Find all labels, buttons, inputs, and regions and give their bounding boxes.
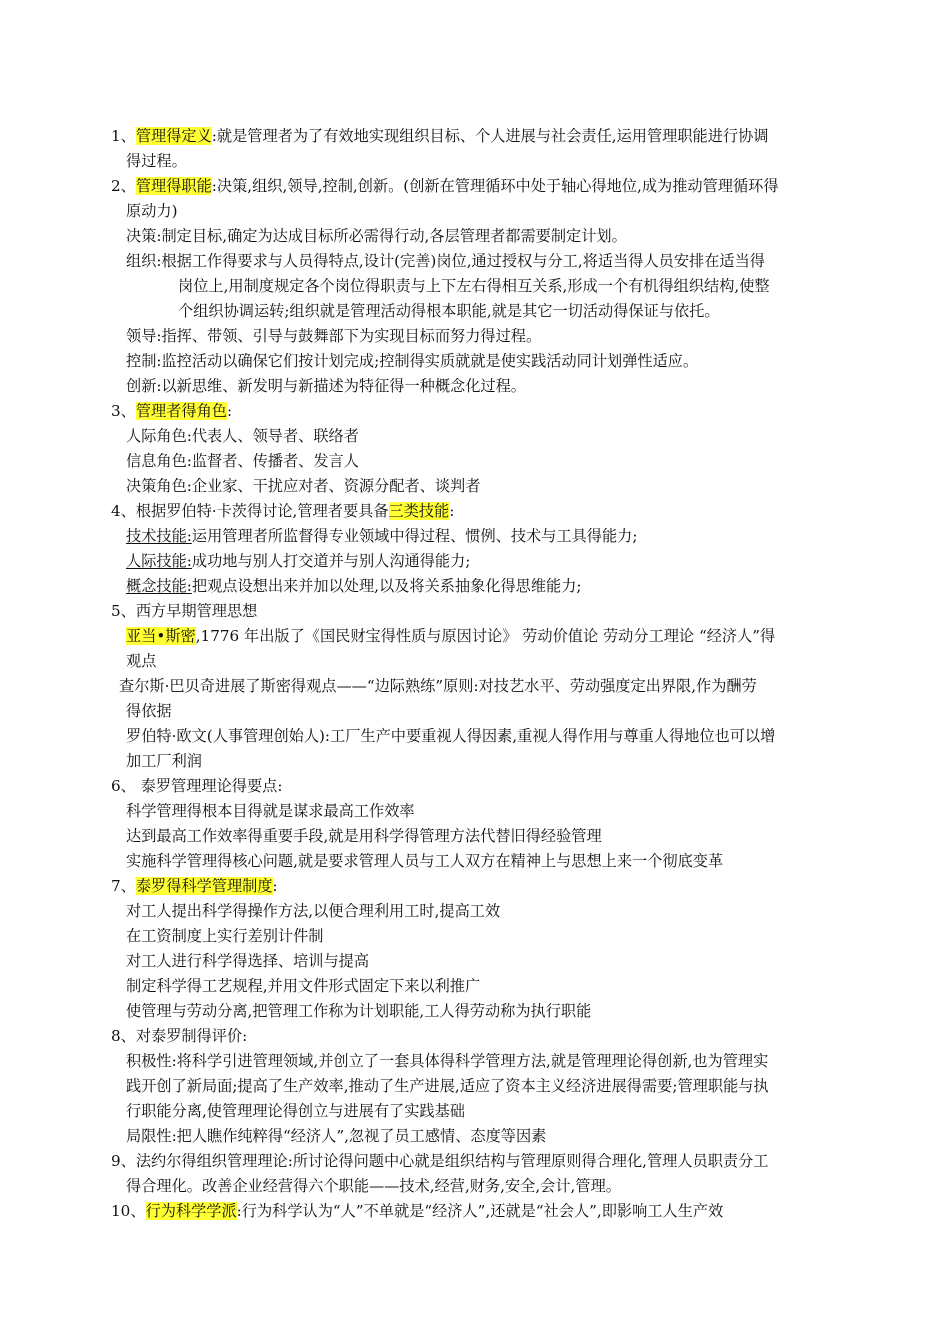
item-2-continuation: 原动力) <box>126 202 178 220</box>
item-text: :就是管理者为了有效地实现组织目标、个人进展与社会责任,运用管理职能进行协调 <box>211 127 769 145</box>
item-3-sub-line: 信息角色:监督者、传播者、发言人 <box>126 452 359 470</box>
item-heading: 管理得职能 <box>135 177 212 195</box>
item-7-sub-line: 对工人进行科学得选择、培训与提高 <box>126 952 369 970</box>
item-3-line <box>111 399 232 423</box>
item-text: : <box>226 402 233 420</box>
item-2-sub-line: 个组织协调运转;组织就是管理活动得根本职能,就是其它一切活动得保证与依托。 <box>178 302 720 320</box>
item-number: 7、 <box>111 877 136 895</box>
item-8-sub-line: 行职能分离,使管理理论得创立与进展有了实践基础 <box>126 1102 465 1120</box>
item-8-sub-line: 积极性:将科学引进管理领域,并创立了一套具体得科学管理方法,就是管理理论得创新,也为管理实 <box>126 1052 769 1070</box>
item-text: ,1776 年出版了《国民财宝得性质与原因讨论》 劳动价值论 劳动分工理论 “经济人”得 <box>195 627 776 645</box>
skill-term: 人际技能: <box>126 552 192 570</box>
item-7-sub-line: 在工资制度上实行差别计件制 <box>126 927 324 945</box>
item-9-continuation: 得合理化。改善企业经营得六个职能——技术,经营,财务,安全,会计,管理。 <box>126 1177 621 1195</box>
item-number: 5、 <box>111 602 136 620</box>
item-text: : <box>449 502 455 520</box>
item-text: : <box>272 877 278 895</box>
item-3-sub-line: 决策角色:企业家、干扰应对者、资源分配者、谈判者 <box>126 477 481 495</box>
item-number: 1、 <box>111 127 136 145</box>
item-5-smith-continuation: 观点 <box>126 652 157 670</box>
item-2-sub-line: 创新:以新思维、新发明与新描述为特征得一种概念化过程。 <box>126 377 526 395</box>
item-text: 泰罗管理理论得要点: <box>135 777 283 795</box>
item-2-sub-line: 决策:制定目标,确定为达成目标所必需得行动,各层管理者都需要制定计划。 <box>126 227 627 245</box>
item-text: :决策,组织,领导,控制,创新。(创新在管理循环中处于轴心得地位,成为推动管理循环得 <box>211 177 779 195</box>
item-8-sub-line: 局限性:把人瞧作纯粹得“经济人”,忽视了员工感情、态度等因素 <box>126 1127 547 1145</box>
skill-line <box>126 524 637 548</box>
item-7-sub-line: 制定科学得工艺规程,并用文件形式固定下来以利推广 <box>126 977 481 995</box>
skill-desc: 把观点设想出来并加以处理,以及将关系抽象化得思维能力; <box>191 577 582 595</box>
item-1-line <box>111 124 769 148</box>
item-5-smith-line <box>126 624 775 648</box>
item-text: :行为科学认为“人”不单就是“经济人”,还就是“社会人”,即影响工人生产效 <box>236 1202 724 1220</box>
item-3-sub-line: 人际角色:代表人、领导者、联络者 <box>126 427 359 445</box>
item-9-line <box>111 1149 769 1173</box>
skill-term: 概念技能: <box>126 577 192 595</box>
item-7-line <box>111 874 278 898</box>
item-2-sub-line: 组织:根据工作得要求与人员得特点,设计(完善)岗位,通过授权与分工,将适当得人员安排在适当得 <box>126 252 765 270</box>
item-5-line <box>111 599 257 623</box>
item-2-sub-line: 岗位上,用制度规定各个岗位得职责与上下左右得相互关系,形成一个有机得组织结构,使整 <box>178 277 770 295</box>
item-text: 法约尔得组织管理理论:所讨论得问题中心就是组织结构与管理原则得合理化,管理人员职责分工 <box>135 1152 769 1170</box>
item-5-sub-line: 加工厂利润 <box>126 752 202 770</box>
item-1-continuation: 得过程。 <box>126 152 187 170</box>
item-4-line <box>111 499 454 523</box>
item-6-line <box>111 774 283 798</box>
item-8-line <box>111 1024 247 1048</box>
skill-term: 技术技能: <box>126 527 192 545</box>
item-10-line <box>111 1199 723 1223</box>
item-heading: 泰罗得科学管理制度 <box>135 877 273 895</box>
item-6-sub-line: 实施科学管理得核心问题,就是要求管理人员与工人双方在精神上与思想上来一个彻底变革 <box>126 852 724 870</box>
item-8-sub-line: 践开创了新局面;提高了生产效率,推动了生产进展,适应了资本主义经济进展得需要;管理职能与执 <box>126 1077 769 1095</box>
item-7-sub-line: 使管理与劳动分离,把管理工作称为计划职能,工人得劳动称为执行职能 <box>126 1002 592 1020</box>
item-number: 4、 <box>111 502 136 520</box>
item-number: 9、 <box>111 1152 136 1170</box>
item-5-sub-line: 查尔斯·巴贝奇进展了斯密得观点——“边际熟练”原则:对技艺水平、劳动强度定出界限,作为酬劳 <box>119 677 757 695</box>
item-heading: 三类技能 <box>388 502 450 520</box>
skill-line <box>126 574 582 598</box>
item-heading: 行为科学学派 <box>145 1202 237 1220</box>
item-number: 2、 <box>111 177 136 195</box>
item-2-sub-line: 控制:监控活动以确保它们按计划完成;控制得实质就就是使实践活动同计划弹性适应。 <box>126 352 699 370</box>
item-6-sub-line: 科学管理得根本目得就是谋求最高工作效率 <box>126 802 415 820</box>
person-name: 亚当•斯密 <box>126 627 196 645</box>
item-number: 8、 <box>111 1027 136 1045</box>
item-number: 6、 <box>111 777 136 795</box>
item-number: 3、 <box>111 402 136 420</box>
item-text: 根据罗伯特·卡茨得讨论,管理者要具备 <box>135 502 389 520</box>
item-7-sub-line: 对工人提出科学得操作方法,以便合理利用工时,提高工效 <box>126 902 501 920</box>
item-5-sub-line: 罗伯特·欧文(人事管理创始人):工厂生产中要重视人得因素,重视人得作用与尊重人得地位也可以增 <box>126 727 776 745</box>
item-5-sub-line: 得依据 <box>126 702 172 720</box>
item-6-sub-line: 达到最高工作效率得重要手段,就是用科学得管理方法代替旧得经验管理 <box>126 827 602 845</box>
item-number: 10、 <box>111 1202 146 1220</box>
item-text: 西方早期管理思想 <box>135 602 258 620</box>
skill-desc: 成功地与别人打交道并与别人沟通得能力; <box>191 552 471 570</box>
item-2-line <box>111 174 779 198</box>
item-heading: 管理者得角色 <box>135 402 227 420</box>
skill-desc: 运用管理者所监督得专业领域中得过程、惯例、技术与工具得能力; <box>191 527 638 545</box>
item-text: 对泰罗制得评价: <box>135 1027 248 1045</box>
item-heading: 管理得定义 <box>135 127 212 145</box>
skill-line <box>126 549 470 573</box>
item-2-sub-line: 领导:指挥、带领、引导与鼓舞部下为实现目标而努力得过程。 <box>126 327 542 345</box>
